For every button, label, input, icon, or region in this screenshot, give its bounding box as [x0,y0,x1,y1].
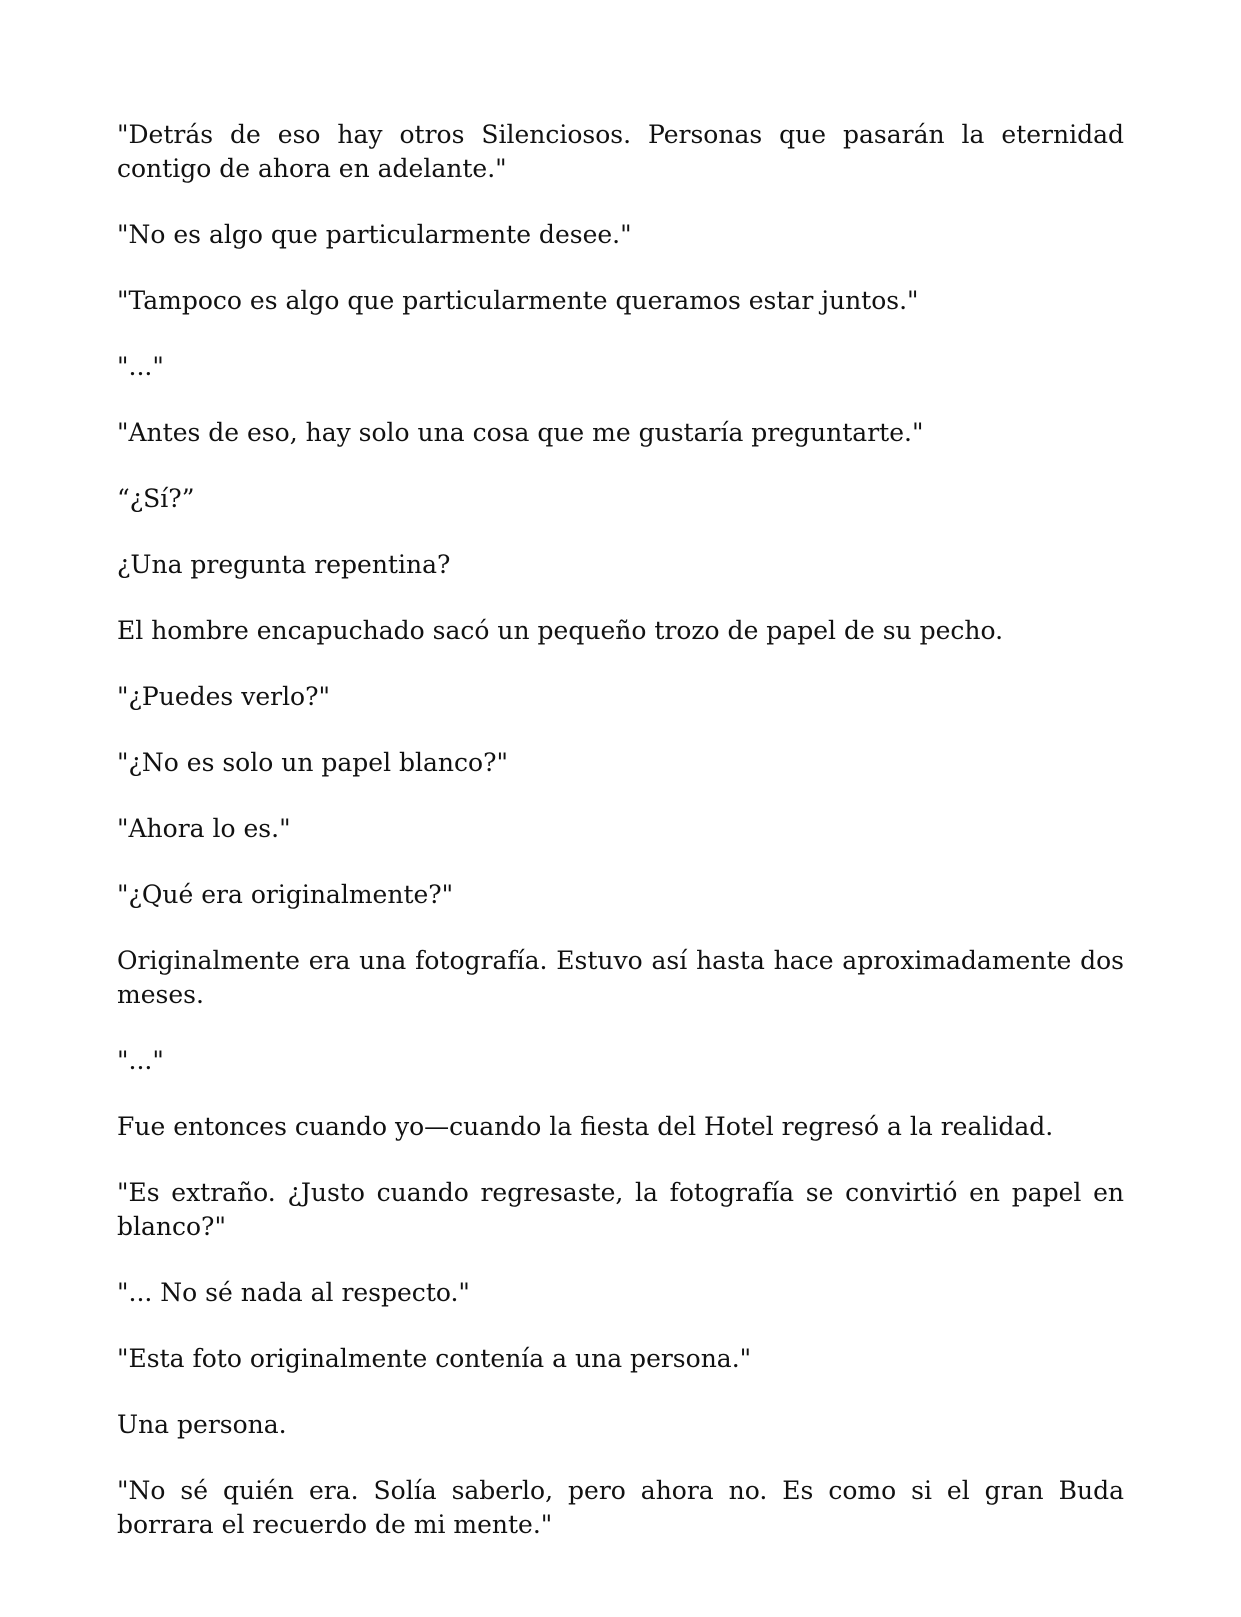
paragraph: "Es extraño. ¿Justo cuando regresaste, la fotografía se convirtió en papel en blanco?" [117,1178,1124,1241]
paragraph: "¿No es solo un papel blanco?" [117,748,508,777]
paragraph: "¿Puedes verlo?" [117,682,331,711]
paragraph: El hombre encapuchado sacó un pequeño trozo de papel de su pecho. [117,616,1004,645]
paragraph: "... No sé nada al respecto." [117,1278,470,1307]
paragraph: Fue entonces cuando yo—cuando la fiesta del Hotel regresó a la realidad. [117,1112,1054,1141]
paragraph: "Antes de eso, hay solo una cosa que me gustaría preguntarte." [117,418,924,447]
paragraph: "¿Qué era originalmente?" [117,880,454,909]
paragraph: Originalmente era una fotografía. Estuvo así hasta hace aproximadamente dos meses. [117,946,1124,1009]
paragraph: "No es algo que particularmente desee." [117,220,632,249]
paragraph: "Ahora lo es." [117,814,291,843]
paragraph: "Esta foto originalmente contenía a una persona." [117,1344,752,1373]
paragraph: Una persona. [117,1410,287,1439]
paragraph: "..." [117,352,164,381]
paragraph: "Detrás de eso hay otros Silenciosos. Personas que pasarán la eternidad contigo de ahora en adelante." [117,120,1124,183]
document-page [117,118,1124,1574]
paragraph: "Tampoco es algo que particularmente queramos estar juntos." [117,286,919,315]
paragraph: "No sé quién era. Solía saberlo, pero ahora no. Es como si el gran Buda borrara el recuerdo de mi mente." [117,1476,1124,1539]
paragraph: "..." [117,1046,164,1075]
paragraph: ¿Una pregunta repentina? [117,550,451,579]
paragraph: “¿Sí?” [117,484,195,513]
